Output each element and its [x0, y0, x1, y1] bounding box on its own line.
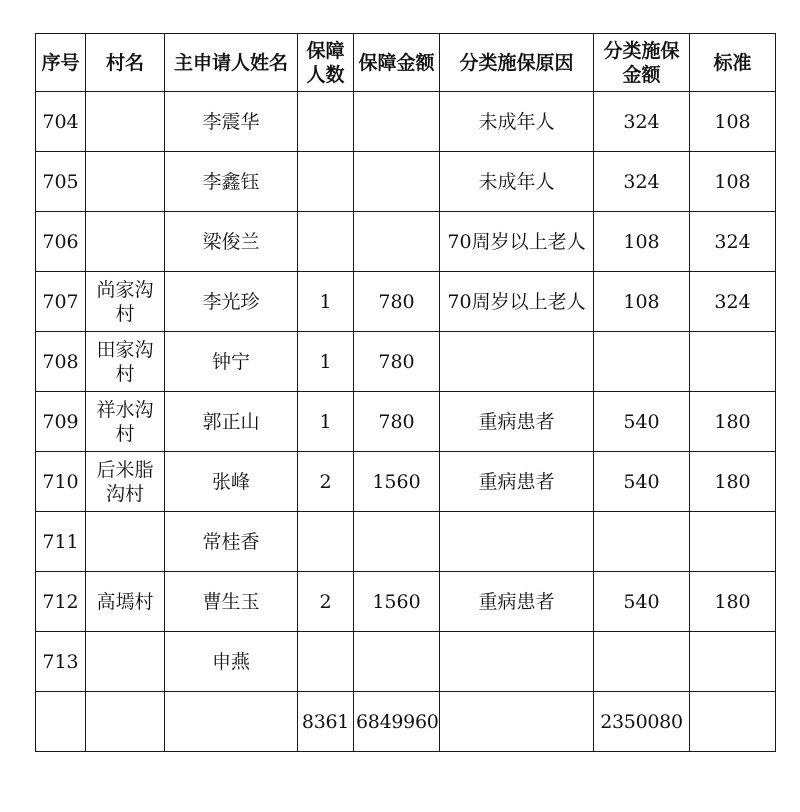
cell-reason: [440, 692, 594, 752]
header-reason: 分类施保原因: [440, 34, 594, 92]
header-persons: 保障人数: [298, 34, 354, 92]
cell-reason: 重病患者: [440, 392, 594, 452]
header-standard: 标准: [690, 34, 776, 92]
cell-class-amount: [594, 332, 690, 392]
cell-amount: [354, 152, 440, 212]
cell-standard: [690, 512, 776, 572]
cell-seq: [36, 692, 86, 752]
cell-persons: [298, 152, 354, 212]
cell-applicant: 常桂香: [165, 512, 298, 572]
cell-applicant: 曹生玉: [165, 572, 298, 632]
cell-class-amount: 540: [594, 452, 690, 512]
header-applicant: 主申请人姓名: [165, 34, 298, 92]
cell-persons: 2: [298, 452, 354, 512]
cell-persons: [298, 212, 354, 272]
total-amount: 6849960: [354, 692, 440, 752]
table-row: [36, 92, 776, 152]
cell-village: 高墕村: [86, 572, 165, 632]
cell-standard: [690, 692, 776, 752]
cell-seq: 709: [36, 392, 86, 452]
cell-persons: [298, 632, 354, 692]
cell-class-amount: 108: [594, 212, 690, 272]
cell-class-amount: 108: [594, 272, 690, 332]
cell-applicant: [165, 692, 298, 752]
cell-persons: [298, 92, 354, 152]
cell-persons: 2: [298, 572, 354, 632]
total-class-amount: 2350080: [594, 692, 690, 752]
cell-applicant: 钟宁: [165, 332, 298, 392]
cell-reason: [440, 632, 594, 692]
cell-amount: [354, 512, 440, 572]
cell-class-amount: 324: [594, 92, 690, 152]
table-row: [36, 512, 776, 572]
cell-village: [86, 152, 165, 212]
cell-applicant: 梁俊兰: [165, 212, 298, 272]
cell-seq: 711: [36, 512, 86, 572]
cell-amount: 1560: [354, 572, 440, 632]
table-row: [36, 392, 776, 452]
cell-standard: [690, 632, 776, 692]
cell-amount: [354, 92, 440, 152]
cell-applicant: 李震华: [165, 92, 298, 152]
cell-class-amount: 324: [594, 152, 690, 212]
cell-class-amount: 540: [594, 392, 690, 452]
cell-seq: 713: [36, 632, 86, 692]
cell-persons: 1: [298, 272, 354, 332]
cell-village: [86, 212, 165, 272]
cell-applicant: 申燕: [165, 632, 298, 692]
cell-standard: 108: [690, 152, 776, 212]
cell-applicant: 张峰: [165, 452, 298, 512]
cell-reason: 70周岁以上老人: [440, 212, 594, 272]
cell-class-amount: [594, 632, 690, 692]
cell-class-amount: [594, 512, 690, 572]
cell-amount: [354, 632, 440, 692]
cell-seq: 704: [36, 92, 86, 152]
header-amount: 保障金额: [354, 34, 440, 92]
table-row: [36, 152, 776, 212]
totals-row: [36, 692, 776, 752]
cell-village: [86, 512, 165, 572]
cell-seq: 708: [36, 332, 86, 392]
cell-amount: 780: [354, 272, 440, 332]
cell-village: [86, 92, 165, 152]
table-row: [36, 212, 776, 272]
cell-standard: [690, 332, 776, 392]
header-seq: 序号: [36, 34, 86, 92]
cell-village: 田家沟村: [86, 332, 165, 392]
cell-seq: 710: [36, 452, 86, 512]
cell-applicant: 李光珍: [165, 272, 298, 332]
table-row: [36, 632, 776, 692]
cell-class-amount: 540: [594, 572, 690, 632]
cell-village: [86, 632, 165, 692]
cell-seq: 707: [36, 272, 86, 332]
cell-seq: 705: [36, 152, 86, 212]
cell-standard: 324: [690, 272, 776, 332]
header-village: 村名: [86, 34, 165, 92]
cell-seq: 712: [36, 572, 86, 632]
table-row: [36, 272, 776, 332]
cell-applicant: 李鑫钰: [165, 152, 298, 212]
cell-persons: [298, 512, 354, 572]
cell-standard: 324: [690, 212, 776, 272]
cell-seq: 706: [36, 212, 86, 272]
cell-amount: 780: [354, 392, 440, 452]
cell-village: 后米脂沟村: [86, 452, 165, 512]
cell-standard: 180: [690, 392, 776, 452]
cell-reason: [440, 332, 594, 392]
table-row: [36, 452, 776, 512]
cell-reason: 重病患者: [440, 572, 594, 632]
cell-amount: 1560: [354, 452, 440, 512]
header-row: [36, 34, 776, 92]
cell-reason: 重病患者: [440, 452, 594, 512]
total-persons: 8361: [298, 692, 354, 752]
cell-persons: 1: [298, 392, 354, 452]
cell-village: 祥水沟村: [86, 392, 165, 452]
table-row: [36, 572, 776, 632]
cell-reason: 70周岁以上老人: [440, 272, 594, 332]
subsidy-table: [35, 33, 776, 752]
cell-standard: 108: [690, 92, 776, 152]
cell-village: 尚家沟村: [86, 272, 165, 332]
cell-standard: 180: [690, 452, 776, 512]
cell-standard: 180: [690, 572, 776, 632]
cell-amount: 780: [354, 332, 440, 392]
cell-amount: [354, 212, 440, 272]
cell-reason: 未成年人: [440, 152, 594, 212]
cell-village: [86, 692, 165, 752]
cell-persons: 1: [298, 332, 354, 392]
cell-reason: [440, 512, 594, 572]
header-class-amount: 分类施保金额: [594, 34, 690, 92]
cell-reason: 未成年人: [440, 92, 594, 152]
table-row: [36, 332, 776, 392]
cell-applicant: 郭正山: [165, 392, 298, 452]
